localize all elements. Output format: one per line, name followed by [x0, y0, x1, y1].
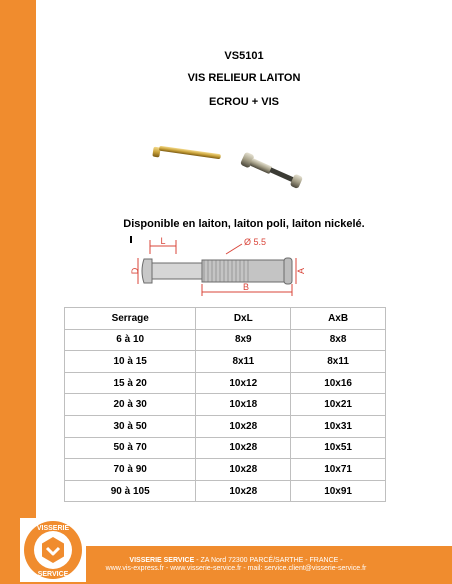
- label-diameter: Ø 5.5: [244, 237, 267, 247]
- dimension-diagram: [118, 232, 318, 298]
- table-row: [65, 459, 386, 481]
- cell-axb: 10x71: [291, 459, 386, 481]
- cell-dxl: 10x18: [196, 394, 291, 416]
- cell-axb: 10x91: [291, 480, 386, 502]
- table-row: [65, 437, 386, 459]
- label-d: D: [130, 267, 140, 275]
- footer-address-text: - ZA Nord 72300 PARCÉ/SARTHE - FRANCE -: [194, 557, 343, 564]
- label-b: B: [242, 282, 250, 292]
- brass-screw-photo: [150, 140, 230, 170]
- label-l: L: [160, 236, 166, 246]
- cell-axb: 8x11: [291, 351, 386, 373]
- screw-nut-photo: [236, 148, 308, 194]
- header-axb: AxB: [291, 308, 386, 330]
- logo-text-top: VISSERIE: [36, 525, 70, 532]
- logo-text-bottom: SERVICE: [37, 571, 69, 578]
- table-row: [65, 415, 386, 437]
- header-dxl: DxL: [196, 308, 291, 330]
- dimensions-table: [64, 307, 386, 502]
- product-reference: VS5101: [224, 50, 264, 62]
- cell-dxl: 8x11: [196, 351, 291, 373]
- material-caption: Disponible en laiton, laiton poli, laiton nickelé.: [123, 218, 365, 230]
- cell-serrage: 50 à 70: [65, 437, 196, 459]
- cell-serrage: 10 à 15: [65, 351, 196, 373]
- table-row: [65, 394, 386, 416]
- cell-axb: 10x51: [291, 437, 386, 459]
- table-row: [65, 372, 386, 394]
- cell-serrage: 6 à 10: [65, 329, 196, 351]
- product-subtitle: ECROU + VIS: [209, 96, 279, 108]
- left-accent-bar: [0, 0, 36, 584]
- cell-serrage: 70 à 90: [65, 459, 196, 481]
- table-row: [65, 351, 386, 373]
- cell-serrage: 20 à 30: [65, 394, 196, 416]
- label-a: A: [296, 267, 306, 275]
- visserie-service-logo: [20, 518, 86, 582]
- footer-company: VISSERIE SERVICE: [129, 557, 195, 564]
- table-row: [65, 329, 386, 351]
- cell-serrage: 30 à 50: [65, 415, 196, 437]
- cell-dxl: 10x28: [196, 480, 291, 502]
- footer-contact: www.vis-express.fr - www.visserie-service.fr - mail: service.client@visserie-service.fr: [105, 565, 367, 572]
- cell-dxl: 10x28: [196, 415, 291, 437]
- table-header-row: [65, 308, 386, 330]
- cell-dxl: 10x28: [196, 459, 291, 481]
- table-row: [65, 480, 386, 502]
- cell-serrage: 15 à 20: [65, 372, 196, 394]
- cell-axb: 10x16: [291, 372, 386, 394]
- cell-dxl: 8x9: [196, 329, 291, 351]
- header-serrage: Serrage: [65, 308, 196, 330]
- cell-axb: 10x31: [291, 415, 386, 437]
- cell-dxl: 10x28: [196, 437, 291, 459]
- cell-serrage: 90 à 105: [65, 480, 196, 502]
- cell-axb: 10x21: [291, 394, 386, 416]
- cell-axb: 8x8: [291, 329, 386, 351]
- product-title: VIS RELIEUR LAITON: [187, 72, 301, 84]
- cell-dxl: 10x12: [196, 372, 291, 394]
